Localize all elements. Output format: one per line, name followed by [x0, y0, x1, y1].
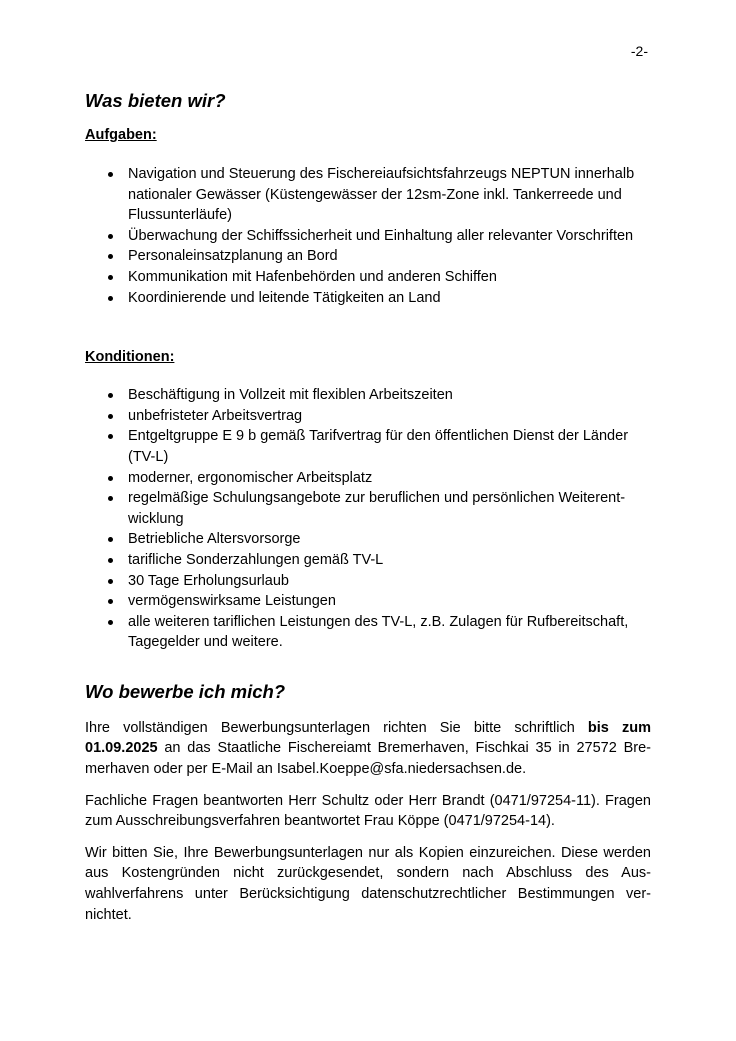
konditionen-item: unbefristeter Arbeitsvertrag — [85, 406, 651, 427]
page-number: -2- — [630, 43, 648, 59]
konditionen-item: tarifliche Sonderzahlungen gemäß TV-L — [85, 550, 651, 571]
aufgaben-item: Überwachung der Schiffssicherheit und Einhaltung aller relevanter Vorschriften — [85, 226, 651, 247]
section-heading-offer: Was bieten wir? — [85, 90, 226, 111]
konditionen-list — [85, 385, 651, 653]
aufgaben-heading: Aufgaben: — [85, 127, 157, 143]
konditionen-item: Beschäftigung in Vollzeit mit flexiblen Arbeitszeiten — [85, 385, 651, 406]
application-text-start: Ihre vollständigen Bewerbungsunterlagen richten Sie bitte schriftlich — [85, 719, 588, 736]
konditionen-item: Entgeltgruppe E 9 b gemäß Tarifvertrag für den öffentlichen Dienst der Länder (TV-L) — [85, 426, 651, 467]
aufgaben-item: Navigation und Steuerung des Fischereiaufsichtsfahrzeugs NEPTUN innerhalb nationaler Gewässer (Küstengewässer der 12sm-Zone inkl. Tankerreede und Flussunterläufe) — [85, 164, 651, 226]
konditionen-item: alle weiteren tariflichen Leistungen des TV-L, z.B. Zulagen für Rufbereitschaft, Tagegelder und weitere. — [85, 612, 651, 653]
application-paragraph — [85, 718, 651, 780]
aufgaben-item: Kommunikation mit Hafenbehörden und anderen Schiffen — [85, 267, 651, 288]
application-text-end: an das Staatliche Fischereiamt Bremerhaven, Fischkai 35 in 27572 Bremerhaven oder per E-Mail an Isabel.Koeppe@sfa.niedersachsen.de. — [85, 740, 651, 778]
konditionen-item: 30 Tage Erholungsurlaub — [85, 571, 651, 592]
konditionen-heading: Konditionen: — [85, 349, 175, 366]
section-heading-apply: Wo bewerbe ich mich? — [85, 680, 286, 702]
aufgaben-item: Personaleinsatzplanung an Bord — [85, 246, 651, 267]
konditionen-item: vermögenswirksame Leistungen — [85, 591, 651, 612]
konditionen-item: moderner, ergonomischer Arbeitsplatz — [85, 468, 651, 489]
aufgaben-item: Koordinierende und leitende Tätigkeiten an Land — [85, 288, 651, 309]
page-content — [85, 89, 651, 925]
konditionen-item: regelmäßige Schulungsangebote zur beruflichen und persönlichen Weiterentwicklung — [85, 488, 651, 529]
contact-paragraph: Fachliche Fragen beantworten Herr Schultz oder Herr Brandt (0471/97254-11). Fragen zum Ausschreibungsverfahren beantwortet Frau Köppe (0471/97254-14). — [85, 792, 651, 830]
copies-paragraph: Wir bitten Sie, Ihre Bewerbungsunterlagen nur als Kopien einzureichen. Diese werden aus Kostengründen nicht zurückgesendet, sondern nach Abschluss des Auswahlverfahrens unter Berücksichtigung datenschutzrechtlicher Bestimmungen vernichtet. — [85, 844, 651, 923]
application-deadline: bis zum 01.09.2025 — [85, 719, 651, 757]
aufgaben-list — [85, 164, 651, 308]
konditionen-item: Betriebliche Altersvorsorge — [85, 529, 651, 550]
